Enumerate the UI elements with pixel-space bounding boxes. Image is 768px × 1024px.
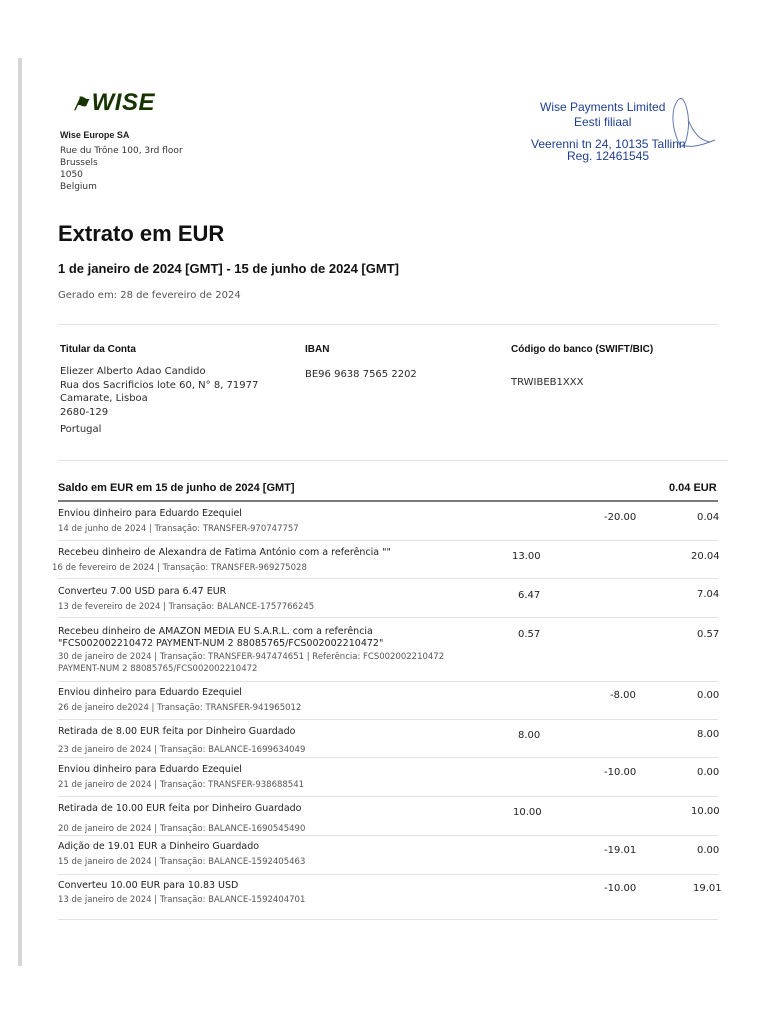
- stamp-line: Wise Payments Limited: [540, 100, 666, 114]
- transaction-incoming: 6.47: [518, 590, 541, 601]
- row-divider: [58, 874, 718, 875]
- transaction-incoming: 10.00: [513, 807, 542, 818]
- transaction-meta: 14 de junho de 2024 | Transação: TRANSFER-970747757: [58, 524, 299, 534]
- row-divider: [58, 796, 718, 797]
- transaction-description: Converteu 7.00 USD para 6.47 EUR: [58, 586, 227, 597]
- transaction-balance: 0.04: [697, 512, 720, 523]
- holder-line: 2680-129: [60, 407, 109, 418]
- transaction-incoming: 0.57: [518, 629, 541, 640]
- transaction-meta: 30 de janeiro de 2024 | Transação: TRANSFER-947474651 | Referência: FCS002002210472: [58, 652, 445, 662]
- transaction-description: Retirada de 10.00 EUR feita por Dinheiro Guardado: [58, 803, 302, 814]
- summary-divider: [58, 500, 718, 502]
- transaction-incoming: 8.00: [518, 730, 541, 741]
- divider: [58, 324, 718, 325]
- transaction-balance: 0.00: [697, 767, 720, 778]
- wise-logo: ⚑WISE: [69, 89, 155, 116]
- holder-label: Titular da Conta: [60, 344, 136, 355]
- transaction-meta: 21 de janeiro de 2024 | Transação: TRANSFER-938688541: [58, 780, 305, 790]
- row-divider: [58, 578, 718, 579]
- wise-flag-icon: ⚑: [69, 94, 91, 114]
- holder-line: Eliezer Alberto Adao Candido: [60, 366, 206, 377]
- transaction-meta: 13 de janeiro de 2024 | Transação: BALANCE-1592404701: [58, 895, 306, 905]
- transaction-description: Recebeu dinheiro de Alexandra de Fatima António com a referência "": [58, 547, 391, 558]
- transaction-description: Converteu 10.00 EUR para 10.83 USD: [58, 880, 239, 891]
- transaction-balance: 0.57: [697, 629, 720, 640]
- transaction-description: Recebeu dinheiro de AMAZON MEDIA EU S.A.R.L. com a referência: [58, 626, 373, 637]
- transaction-outgoing: -8.00: [610, 690, 636, 701]
- company-address-line: Brussels: [60, 158, 98, 168]
- transaction-meta: 23 de janeiro de 2024 | Transação: BALANCE-1699634049: [58, 745, 306, 755]
- row-divider: [58, 681, 718, 682]
- row-divider: [58, 719, 718, 720]
- transaction-balance: 7.04: [697, 589, 720, 600]
- iban-label: IBAN: [305, 344, 330, 355]
- holder-line: Portugal: [60, 424, 102, 435]
- swift-label: Código do banco (SWIFT/BIC): [511, 344, 654, 355]
- row-divider: [58, 919, 718, 920]
- company-address-line: Belgium: [60, 182, 97, 192]
- row-divider: [58, 540, 718, 541]
- transaction-description: Retirada de 8.00 EUR feita por Dinheiro Guardado: [58, 726, 296, 737]
- transaction-meta-line2: PAYMENT-NUM 2 88085765/FCS002002210472: [58, 664, 258, 674]
- transaction-outgoing: -10.00: [604, 883, 637, 894]
- stamp-line: Veerenni tn 24, 10135 Tallinn: [531, 137, 686, 151]
- transaction-description-line2: "FCS002002210472 PAYMENT-NUM 2 88085765/FCS002002210472": [58, 638, 384, 649]
- transaction-meta: 16 de fevereiro de 2024 | Transação: TRANSFER-969275028: [52, 563, 307, 573]
- transaction-outgoing: -20.00: [604, 512, 637, 523]
- balance-summary-value: 0.04 EUR: [669, 482, 717, 494]
- transaction-balance: 19.01: [693, 883, 722, 894]
- stamp-line: Eesti filiaal: [574, 115, 632, 129]
- iban-value: BE96 9638 7565 2202: [305, 369, 417, 380]
- row-divider: [58, 757, 718, 758]
- transaction-balance: 8.00: [697, 729, 720, 740]
- transaction-meta: 13 de fevereiro de 2024 | Transação: BALANCE-1757766245: [58, 602, 315, 612]
- company-address-line: Rue du Trône 100, 3rd floor: [60, 146, 183, 156]
- transaction-incoming: 13.00: [512, 551, 541, 562]
- stamp-line: Reg. 12461545: [567, 149, 650, 163]
- transaction-balance: 20.04: [691, 551, 720, 562]
- transaction-outgoing: -19.01: [604, 845, 637, 856]
- row-divider: [58, 617, 718, 618]
- divider: [58, 460, 728, 461]
- statement-period: 1 de janeiro de 2024 [GMT] - 15 de junho de 2024 [GMT]: [58, 261, 399, 276]
- swift-value: TRWIBEB1XXX: [511, 377, 584, 388]
- transaction-meta: 20 de janeiro de 2024 | Transação: BALANCE-1690545490: [58, 824, 306, 834]
- transaction-meta: 26 de janeiro de2024 | Transação: TRANSFER-941965012: [58, 703, 302, 713]
- signature-icon: [640, 90, 720, 160]
- transaction-balance: 0.00: [697, 845, 720, 856]
- holder-line: Rua dos Sacrificios lote 60, N° 8, 71977: [60, 380, 259, 391]
- transaction-meta: 15 de janeiro de 2024 | Transação: BALANCE-1592405463: [58, 857, 306, 867]
- holder-line: Camarate, Lisboa: [60, 393, 148, 404]
- transaction-description: Enviou dinheiro para Eduardo Ezequiel: [58, 764, 242, 775]
- transaction-description: Adição de 19.01 EUR a Dinheiro Guardado: [58, 841, 260, 852]
- page-title: Extrato em EUR: [58, 221, 225, 246]
- row-divider: [58, 835, 718, 836]
- generated-date: Gerado em: 28 de fevereiro de 2024: [58, 290, 241, 301]
- transaction-description: Enviou dinheiro para Eduardo Ezequiel: [58, 508, 242, 519]
- transaction-balance: 0.00: [697, 690, 720, 701]
- company-name: Wise Europe SA: [60, 130, 130, 140]
- transaction-balance: 10.00: [691, 806, 720, 817]
- transaction-description: Enviou dinheiro para Eduardo Ezequiel: [58, 687, 242, 698]
- transaction-outgoing: -10.00: [604, 767, 637, 778]
- company-address-line: 1050: [60, 170, 83, 180]
- balance-summary-label: Saldo em EUR em 15 de junho de 2024 [GMT]: [58, 482, 295, 494]
